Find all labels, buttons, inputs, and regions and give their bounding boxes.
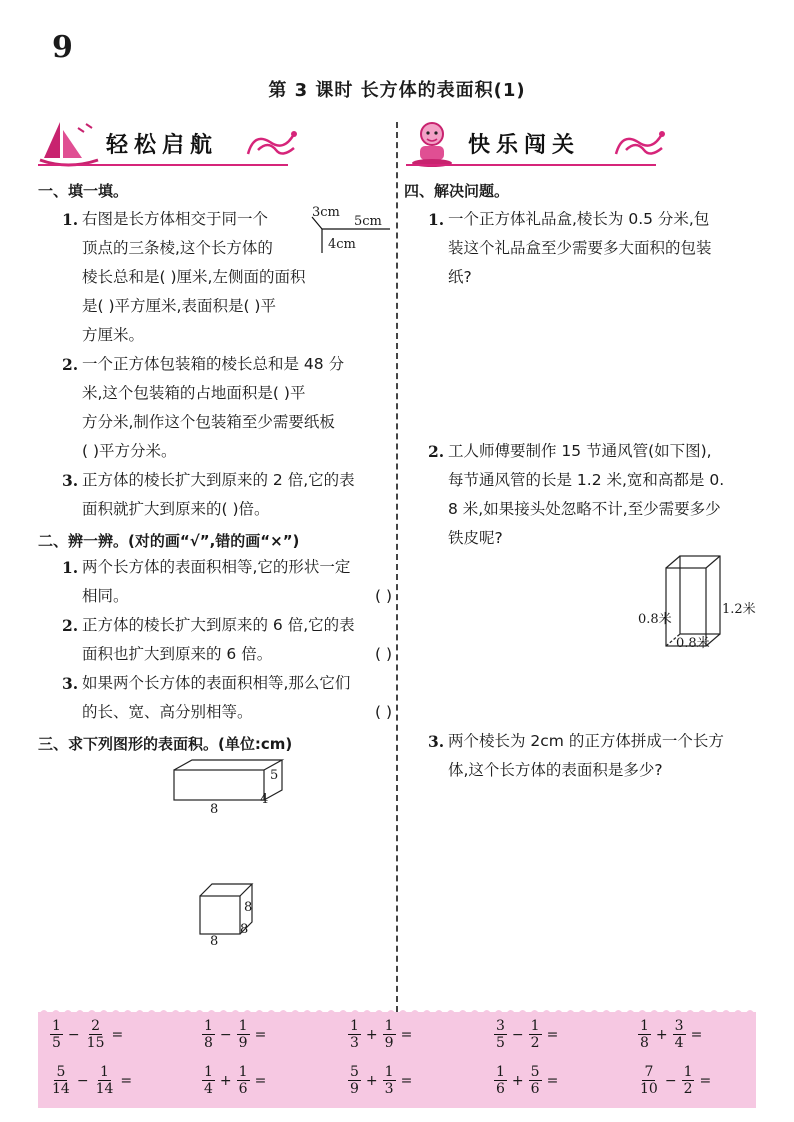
equals-sign: = (120, 1072, 133, 1089)
question-number: 2. (62, 616, 79, 635)
denominator: 3 (350, 1035, 359, 1051)
text-line: 正方体的棱长扩大到原来的 2 倍,它的表 (82, 471, 355, 489)
fraction-right (383, 1064, 396, 1097)
denominator: 8 (204, 1035, 213, 1051)
text-line: 8 米,如果接头处忽略不计,至少需要多少 (448, 500, 721, 518)
text-line: 纸? (448, 268, 472, 286)
arithmetic-expression (346, 1018, 415, 1051)
cuboid-length-label: 8 (210, 802, 219, 817)
numerator: 2 (91, 1018, 101, 1034)
arithmetic-expression (492, 1064, 561, 1097)
arithmetic-expression (48, 1064, 135, 1097)
judge-question-1 (62, 553, 392, 611)
text-line: 米,这个包装箱的占地面积是( )平 (82, 384, 306, 402)
numerator: 1 (640, 1018, 649, 1034)
equals-sign: = (254, 1072, 267, 1089)
fraction-right (383, 1018, 396, 1051)
operator: + (365, 1072, 378, 1089)
text-line: 右图是长方体相交于同一个 (82, 210, 269, 228)
text-line: ( )平方分米。 (82, 442, 177, 460)
fraction-right (682, 1064, 695, 1097)
question-number: 1. (428, 210, 445, 229)
operator: − (511, 1026, 524, 1043)
text-line: 的长、宽、高分别相等。 (82, 703, 253, 721)
text-line: 铁皮呢? (448, 529, 503, 547)
swirl-ornament-icon (244, 124, 302, 164)
text-line: 一个正方体包装箱的棱长总和是 48 分 (82, 355, 345, 373)
numerator: 1 (238, 1018, 248, 1034)
fraction-left (638, 1018, 651, 1051)
numerator: 1 (530, 1018, 540, 1034)
numerator: 5 (530, 1064, 540, 1080)
numerator: 3 (496, 1018, 505, 1034)
text-line: 相同。 (82, 587, 129, 605)
denominator: 2 (530, 1035, 540, 1051)
left-banner (38, 118, 298, 168)
fill-question-2 (62, 350, 392, 466)
edge-label-width: 3cm (312, 205, 340, 220)
text-line: 是( )平方厘米,表面积是( )平 (82, 297, 276, 315)
numerator: 1 (496, 1064, 505, 1080)
equals-sign: = (690, 1026, 703, 1043)
equals-sign: = (546, 1026, 559, 1043)
equals-sign: = (400, 1072, 413, 1089)
solve-question-3 (428, 727, 756, 785)
duct-width-label: 0.8米 (638, 612, 672, 627)
numerator: 5 (56, 1064, 66, 1080)
swirl-ornament-icon (612, 124, 670, 164)
question-number: 3. (62, 471, 79, 490)
operator: + (511, 1072, 524, 1089)
left-banner-title: 轻松启航 (106, 133, 219, 158)
denominator: 8 (640, 1035, 649, 1051)
edge-label-height: 4cm (328, 237, 356, 252)
denominator: 9 (384, 1035, 394, 1051)
fraction-right (529, 1018, 542, 1051)
cube-figure (194, 880, 264, 950)
denominator: 3 (384, 1081, 394, 1097)
answer-parentheses[interactable]: ( ) (374, 587, 392, 605)
numerator: 3 (674, 1018, 684, 1034)
numerator: 1 (683, 1064, 693, 1080)
arithmetic-expression (636, 1018, 705, 1051)
section-heading-judge: 二、辨一辨。(对的画“√”,错的画“×”) (38, 532, 300, 550)
text-line: 方分米,制作这个包装箱至少需要纸板 (82, 413, 335, 431)
numerator: 7 (644, 1064, 654, 1080)
cube-length-label: 8 (210, 934, 219, 949)
arithmetic-expression (636, 1064, 714, 1097)
fraction-left (50, 1018, 63, 1051)
arithmetic-expression (200, 1064, 269, 1097)
operator: − (67, 1026, 80, 1043)
numerator: 1 (384, 1018, 394, 1034)
text-line: 正方体的棱长扩大到原来的 6 倍,它的表 (82, 616, 355, 634)
text-line: 顶点的三条棱,这个长方体的 (82, 239, 273, 257)
text-line: 两个长方体的表面积相等,它的形状一定 (82, 558, 351, 576)
column-divider (396, 122, 398, 1012)
equals-sign: = (546, 1072, 559, 1089)
equals-sign: = (400, 1026, 413, 1043)
cube-width-label: 8 (240, 922, 249, 937)
denominator: 2 (683, 1081, 693, 1097)
right-banner-title: 快乐闯关 (468, 133, 581, 158)
equals-sign: = (111, 1026, 124, 1043)
judge-question-2 (62, 611, 392, 669)
right-banner (406, 118, 666, 168)
numerator: 1 (238, 1064, 248, 1080)
fraction-left (638, 1064, 660, 1097)
sailboat-icon (38, 118, 106, 168)
fraction-left (202, 1064, 215, 1097)
fraction-right (529, 1064, 542, 1097)
lesson-title: 第 3 课时 长方体的表面积(1) (268, 80, 526, 101)
denominator: 14 (52, 1081, 70, 1097)
numerator: 1 (100, 1064, 109, 1080)
text-line: 面积就扩大到原来的( )倍。 (82, 500, 270, 518)
operator: − (219, 1026, 232, 1043)
fraction-right (94, 1064, 116, 1097)
cuboid-width-label: 4 (260, 792, 269, 807)
text-line: 每节通风管的长是 1.2 米,宽和高都是 0. (448, 471, 725, 489)
question-number: 2. (428, 442, 445, 461)
denominator: 6 (238, 1081, 248, 1097)
cube-height-label: 8 (244, 900, 253, 915)
fraction-right (673, 1018, 686, 1051)
question-number: 3. (62, 674, 79, 693)
text-line: 工人师傅要制作 15 节通风管(如下图), (448, 442, 712, 460)
arithmetic-expression (200, 1018, 269, 1051)
denominator: 9 (238, 1035, 248, 1051)
denominator: 15 (86, 1035, 105, 1051)
cuboid-figure (168, 756, 298, 820)
numerator: 1 (52, 1018, 61, 1034)
operator: − (664, 1072, 677, 1089)
denominator: 4 (674, 1035, 684, 1051)
fraction-left (50, 1064, 72, 1097)
text-line: 棱长总和是( )厘米,左侧面的面积 (82, 268, 306, 286)
question-number: 1. (62, 210, 79, 229)
text-line: 面积也扩大到原来的 6 倍。 (82, 645, 273, 663)
denominator: 10 (640, 1081, 658, 1097)
equals-sign: = (699, 1072, 712, 1089)
fraction-left (348, 1064, 361, 1097)
text-line: 装这个礼品盒至少需要多大面积的包装 (448, 239, 712, 257)
vertex-edges-figure (306, 205, 392, 255)
arithmetic-expression (346, 1064, 415, 1097)
fraction-right (237, 1018, 250, 1051)
numerator: 1 (204, 1018, 213, 1034)
edge-label-length: 5cm (354, 214, 382, 229)
page-number: 9 (52, 30, 73, 65)
solve-question-1 (428, 205, 756, 292)
fraction-left (202, 1018, 215, 1051)
denominator: 14 (95, 1081, 114, 1097)
operator: + (219, 1072, 232, 1089)
text-line: 方厘米。 (82, 326, 145, 344)
denominator: 6 (496, 1081, 505, 1097)
operator: + (655, 1026, 668, 1043)
arithmetic-expression (492, 1018, 561, 1051)
denominator: 5 (496, 1035, 505, 1051)
question-number: 2. (62, 355, 79, 374)
section-heading-surface-area: 三、求下列图形的表面积。(单位:cm) (38, 735, 293, 753)
solve-question-2 (428, 437, 756, 553)
denominator: 9 (350, 1081, 359, 1097)
fraction-left (494, 1064, 507, 1097)
numerator: 1 (350, 1018, 359, 1034)
denominator: 4 (204, 1081, 213, 1097)
answer-parentheses[interactable]: ( ) (374, 645, 392, 663)
section-heading-solve: 四、解决问题。 (404, 182, 510, 200)
question-number: 1. (62, 558, 79, 577)
numerator: 1 (204, 1064, 213, 1080)
fraction-left (348, 1018, 361, 1051)
numerator: 1 (384, 1064, 394, 1080)
fraction-left (494, 1018, 507, 1051)
operator: − (76, 1072, 89, 1089)
denominator: 6 (530, 1081, 540, 1097)
operator: + (365, 1026, 378, 1043)
judge-question-3 (62, 669, 392, 727)
arithmetic-band (38, 1012, 756, 1108)
cuboid-height-label: 5 (270, 768, 279, 783)
arithmetic-expression (48, 1018, 126, 1051)
fill-question-3 (62, 466, 392, 524)
denominator: 5 (52, 1035, 61, 1051)
air-duct-figure (636, 552, 762, 652)
text-line: 一个正方体礼品盒,棱长为 0.5 分米,包 (448, 210, 710, 228)
numerator: 5 (350, 1064, 359, 1080)
text-line: 体,这个长方体的表面积是多少? (448, 761, 663, 779)
duct-height-label: 0.8米 (676, 636, 710, 651)
question-number: 3. (428, 732, 445, 751)
fraction-right (237, 1064, 250, 1097)
fraction-right (85, 1018, 107, 1051)
equals-sign: = (254, 1026, 267, 1043)
text-line: 两个棱长为 2cm 的正方体拼成一个长方 (448, 732, 724, 750)
text-line: 如果两个长方体的表面积相等,那么它们 (82, 674, 351, 692)
duct-length-label: 1.2米 (722, 602, 756, 617)
answer-parentheses[interactable]: ( ) (374, 703, 392, 721)
cartoon-child-icon (406, 118, 462, 168)
section-heading-fill: 一、填一填。 (38, 182, 129, 200)
